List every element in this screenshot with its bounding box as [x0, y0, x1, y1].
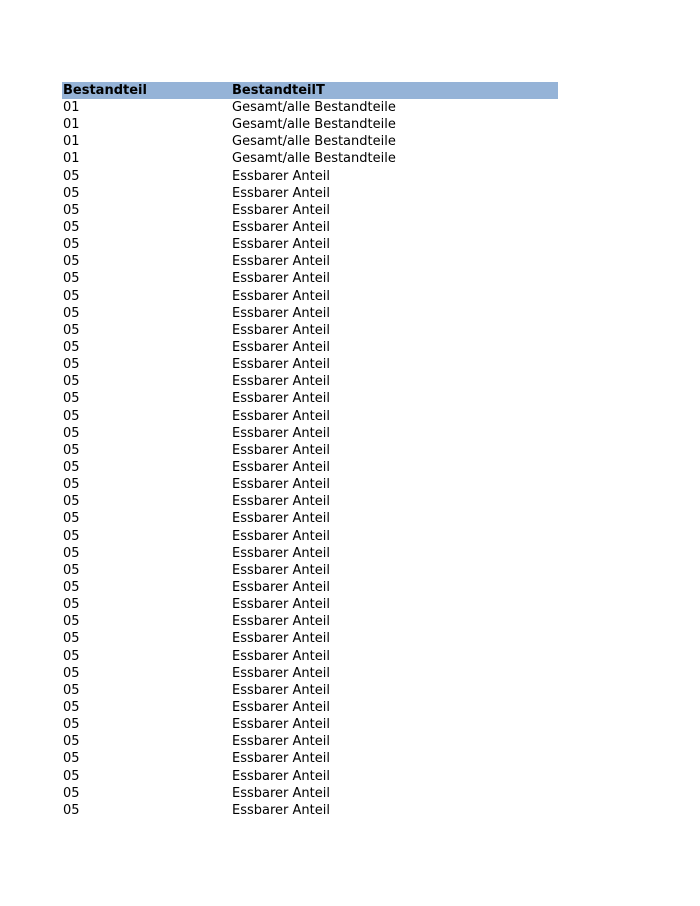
table-row	[62, 305, 558, 322]
spreadsheet-table	[62, 82, 558, 819]
table-row	[62, 185, 558, 202]
table-header-row	[62, 82, 558, 99]
cell-bestandteil: 05	[63, 717, 80, 733]
cell-bestandteil: 05	[63, 511, 80, 527]
table-row	[62, 579, 558, 596]
cell-bestandteil: 05	[63, 425, 80, 441]
cell-bestandteilt: Gesamt/alle Bestandteile	[232, 134, 396, 150]
cell-bestandteilt: Essbarer Anteil	[232, 340, 330, 356]
cell-bestandteil: 05	[63, 322, 80, 338]
cell-bestandteil: 01	[63, 134, 80, 150]
cell-bestandteil: 01	[63, 117, 80, 133]
cell-bestandteilt: Essbarer Anteil	[232, 168, 330, 184]
cell-bestandteilt: Essbarer Anteil	[232, 494, 330, 510]
cell-bestandteil: 05	[63, 665, 80, 681]
table-row	[62, 665, 558, 682]
cell-bestandteilt: Essbarer Anteil	[232, 802, 330, 818]
table-row	[62, 99, 558, 116]
cell-bestandteil: 01	[63, 151, 80, 167]
table-row	[62, 613, 558, 630]
cell-bestandteilt: Essbarer Anteil	[232, 768, 330, 784]
cell-bestandteilt: Essbarer Anteil	[232, 391, 330, 407]
cell-bestandteilt: Essbarer Anteil	[232, 442, 330, 458]
cell-bestandteil: 01	[63, 100, 80, 116]
table-row	[62, 322, 558, 339]
cell-bestandteilt: Essbarer Anteil	[232, 717, 330, 733]
cell-bestandteilt: Essbarer Anteil	[232, 545, 330, 561]
table-row	[62, 442, 558, 459]
cell-bestandteilt: Essbarer Anteil	[232, 271, 330, 287]
cell-bestandteil: 05	[63, 477, 80, 493]
cell-bestandteilt: Essbarer Anteil	[232, 425, 330, 441]
cell-bestandteilt: Essbarer Anteil	[232, 699, 330, 715]
table-row	[62, 528, 558, 545]
cell-bestandteil: 05	[63, 751, 80, 767]
table-row	[62, 390, 558, 407]
table-row	[62, 219, 558, 236]
cell-bestandteil: 05	[63, 597, 80, 613]
cell-bestandteilt: Essbarer Anteil	[232, 237, 330, 253]
table-row	[62, 716, 558, 733]
table-row	[62, 733, 558, 750]
cell-bestandteilt: Essbarer Anteil	[232, 580, 330, 595]
cell-bestandteilt: Gesamt/alle Bestandteile	[232, 100, 396, 116]
cell-bestandteilt: Essbarer Anteil	[232, 288, 330, 304]
cell-bestandteil: 05	[63, 528, 80, 544]
cell-bestandteil: 05	[63, 682, 80, 698]
table-row	[62, 493, 558, 510]
cell-bestandteil: 05	[63, 357, 80, 373]
table-row	[62, 168, 558, 185]
cell-bestandteil: 05	[63, 340, 80, 356]
cell-bestandteilt: Essbarer Anteil	[232, 357, 330, 373]
cell-bestandteilt: Essbarer Anteil	[232, 460, 330, 476]
cell-bestandteilt: Essbarer Anteil	[232, 528, 330, 544]
table-row	[62, 202, 558, 219]
cell-bestandteilt: Essbarer Anteil	[232, 682, 330, 698]
cell-bestandteilt: Gesamt/alle Bestandteile	[232, 117, 396, 133]
cell-bestandteilt: Essbarer Anteil	[232, 185, 330, 201]
header-bestandteilt: BestandteilT	[232, 83, 325, 98]
table-row	[62, 288, 558, 305]
cell-bestandteilt: Essbarer Anteil	[232, 734, 330, 750]
cell-bestandteilt: Essbarer Anteil	[232, 305, 330, 321]
table-row	[62, 270, 558, 287]
cell-bestandteil: 05	[63, 562, 80, 578]
cell-bestandteilt: Essbarer Anteil	[232, 631, 330, 647]
cell-bestandteil: 05	[63, 631, 80, 647]
table-row	[62, 562, 558, 579]
cell-bestandteil: 05	[63, 545, 80, 561]
table-row	[62, 356, 558, 373]
cell-bestandteil: 05	[63, 220, 80, 236]
table-row	[62, 510, 558, 527]
cell-bestandteilt: Essbarer Anteil	[232, 614, 330, 630]
cell-bestandteil: 05	[63, 202, 80, 218]
cell-bestandteilt: Essbarer Anteil	[232, 374, 330, 390]
cell-bestandteil: 05	[63, 768, 80, 784]
cell-bestandteilt: Essbarer Anteil	[232, 648, 330, 664]
cell-bestandteilt: Essbarer Anteil	[232, 408, 330, 424]
table-row	[62, 596, 558, 613]
cell-bestandteil: 05	[63, 614, 80, 630]
header-bestandteil: Bestandteil	[63, 83, 147, 98]
table-row	[62, 648, 558, 665]
cell-bestandteilt: Essbarer Anteil	[232, 562, 330, 578]
cell-bestandteil: 05	[63, 374, 80, 390]
cell-bestandteil: 05	[63, 305, 80, 321]
table-row	[62, 373, 558, 390]
cell-bestandteil: 05	[63, 254, 80, 270]
table-row	[62, 459, 558, 476]
cell-bestandteil: 05	[63, 185, 80, 201]
table-row	[62, 236, 558, 253]
table-row	[62, 116, 558, 133]
table-row	[62, 425, 558, 442]
cell-bestandteilt: Essbarer Anteil	[232, 597, 330, 613]
cell-bestandteil: 05	[63, 460, 80, 476]
table-body	[62, 99, 558, 819]
cell-bestandteil: 05	[63, 288, 80, 304]
cell-bestandteilt: Essbarer Anteil	[232, 322, 330, 338]
cell-bestandteil: 05	[63, 237, 80, 253]
table-row	[62, 699, 558, 716]
table-row	[62, 802, 558, 819]
table-row	[62, 785, 558, 802]
cell-bestandteil: 05	[63, 802, 80, 818]
cell-bestandteil: 05	[63, 168, 80, 184]
cell-bestandteilt: Essbarer Anteil	[232, 665, 330, 681]
cell-bestandteilt: Essbarer Anteil	[232, 751, 330, 767]
table-row	[62, 682, 558, 699]
cell-bestandteilt: Essbarer Anteil	[232, 254, 330, 270]
cell-bestandteilt: Essbarer Anteil	[232, 220, 330, 236]
table-row	[62, 630, 558, 647]
table-row	[62, 476, 558, 493]
cell-bestandteil: 05	[63, 271, 80, 287]
table-row	[62, 750, 558, 767]
table-row	[62, 545, 558, 562]
cell-bestandteil: 05	[63, 648, 80, 664]
table-row	[62, 339, 558, 356]
table-row	[62, 408, 558, 425]
cell-bestandteilt: Gesamt/alle Bestandteile	[232, 151, 396, 167]
table-row	[62, 767, 558, 784]
table-row	[62, 253, 558, 270]
cell-bestandteil: 05	[63, 442, 80, 458]
cell-bestandteilt: Essbarer Anteil	[232, 785, 330, 801]
cell-bestandteil: 05	[63, 699, 80, 715]
cell-bestandteil: 05	[63, 734, 80, 750]
cell-bestandteilt: Essbarer Anteil	[232, 477, 330, 493]
cell-bestandteil: 05	[63, 408, 80, 424]
cell-bestandteilt: Essbarer Anteil	[232, 511, 330, 527]
cell-bestandteil: 05	[63, 494, 80, 510]
cell-bestandteil: 05	[63, 391, 80, 407]
cell-bestandteil: 05	[63, 580, 80, 595]
cell-bestandteil: 05	[63, 785, 80, 801]
table-row	[62, 150, 558, 167]
cell-bestandteilt: Essbarer Anteil	[232, 202, 330, 218]
table-row	[62, 133, 558, 150]
